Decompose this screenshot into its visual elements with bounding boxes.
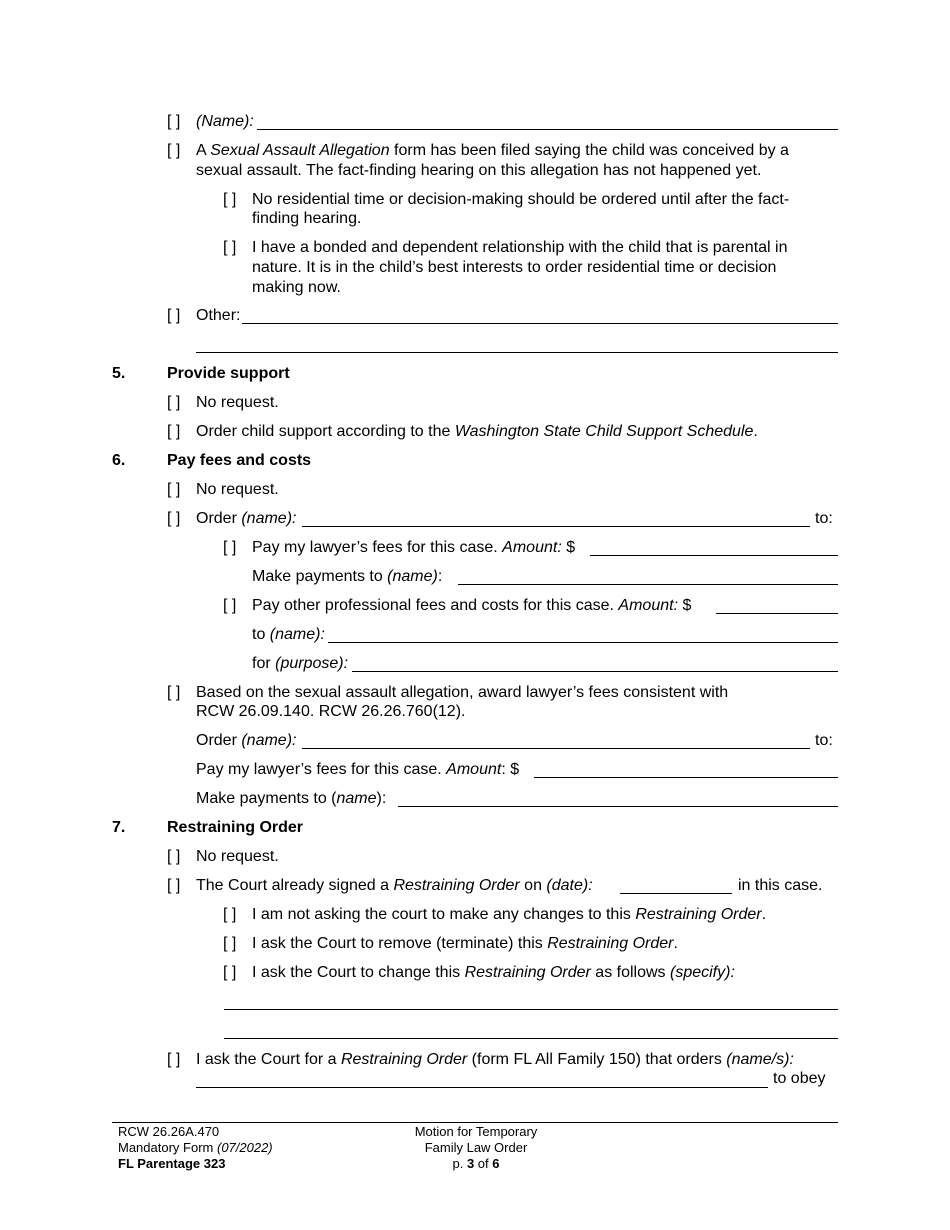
section-5-number: 5. xyxy=(112,365,126,382)
checkbox-s6-order[interactable]: [ ] xyxy=(167,510,181,527)
s6-order-name-field[interactable] xyxy=(302,526,810,527)
footer-rcw: RCW 26.26A.470 xyxy=(118,1124,220,1139)
s6-sa-fees-line-1: Based on the sexual assault allegation, award lawyer’s fees consistent with xyxy=(196,684,729,701)
checkbox-sexual-assault[interactable]: [ ] xyxy=(167,142,181,159)
s6-make2: Make payments to (name): xyxy=(196,790,387,807)
s7-names-field[interactable] xyxy=(196,1087,768,1088)
s6-other-to: to (name): xyxy=(252,626,325,643)
s6-no-request: No request. xyxy=(196,481,279,498)
name-field[interactable] xyxy=(257,129,838,130)
other-field-line-2[interactable] xyxy=(196,352,838,353)
s6-other-purpose: for (purpose): xyxy=(252,655,349,672)
checkbox-s6-lawyer-fees[interactable]: [ ] xyxy=(223,539,237,556)
s6-order-label: Order (name): xyxy=(196,510,297,527)
s6-sa-fees-line-2: RCW 26.09.140. RCW 26.26.760(12). xyxy=(196,703,466,720)
s7-ask-ro: I ask the Court for a Restraining Order (form FL All Family 150) that orders (name/s): xyxy=(196,1051,794,1068)
checkbox-s7-already-signed[interactable]: [ ] xyxy=(167,877,181,894)
checkbox-s5-child-support[interactable]: [ ] xyxy=(167,423,181,440)
s7-no-request: No request. xyxy=(196,848,279,865)
checkbox-name[interactable]: [ ] xyxy=(167,113,181,130)
no-residential-line-2: finding hearing. xyxy=(252,210,362,227)
checkbox-s7-no-request[interactable]: [ ] xyxy=(167,848,181,865)
s5-no-request: No request. xyxy=(196,394,279,411)
footer-form-id: FL Parentage 323 xyxy=(118,1156,226,1171)
s5-child-support: Order child support according to the Washington State Child Support Schedule. xyxy=(196,423,758,440)
footer-title-2: Family Law Order xyxy=(424,1140,528,1155)
s6-make-payments: Make payments to (name): xyxy=(252,568,443,585)
s6-purpose-field[interactable] xyxy=(352,671,838,672)
checkbox-other[interactable]: [ ] xyxy=(167,307,181,324)
s6-lawyer-fees: Pay my lawyer’s fees for this case. Amount: $ xyxy=(252,539,576,556)
s6-pay-lawyer2-amount-field[interactable] xyxy=(534,777,838,778)
s6-make-payments-field[interactable] xyxy=(458,584,838,585)
s6-order2-name-field[interactable] xyxy=(302,748,810,749)
bonded-line-3: making now. xyxy=(252,279,341,296)
checkbox-s7-remove[interactable]: [ ] xyxy=(223,935,237,952)
s7-already-signed: The Court already signed a Restraining Order on (date): xyxy=(196,877,593,894)
s7-specify-field-line-1[interactable] xyxy=(224,1009,838,1010)
s6-order-to: to: xyxy=(815,510,833,527)
s7-date-field[interactable] xyxy=(620,893,732,894)
section-6-title: Pay fees and costs xyxy=(167,452,312,469)
sexual-assault-line-1: A Sexual Assault Allegation form has been filed saying the child was conceived by a xyxy=(196,142,789,159)
footer-page-number: p. 3 of 6 xyxy=(452,1156,500,1171)
name-label: (Name): xyxy=(196,113,254,130)
s6-order2-to: to: xyxy=(815,732,833,749)
s6-other-prof-amount-field[interactable] xyxy=(716,613,838,614)
s6-order2-label: Order (name): xyxy=(196,732,297,749)
s7-specify-field-line-2[interactable] xyxy=(224,1038,838,1039)
checkbox-bonded[interactable]: [ ] xyxy=(223,239,237,256)
section-5-title: Provide support xyxy=(167,365,290,382)
no-residential-line-1: No residential time or decision-making should be ordered until after the fact- xyxy=(252,191,790,208)
checkbox-s7-ask-ro[interactable]: [ ] xyxy=(167,1051,181,1068)
s6-lawyer-amount-field[interactable] xyxy=(590,555,838,556)
s7-no-change: I am not asking the court to make any changes to this Restraining Order. xyxy=(252,906,767,923)
s6-make2-field[interactable] xyxy=(398,806,838,807)
checkbox-no-residential[interactable]: [ ] xyxy=(223,191,237,208)
checkbox-s6-sa-fees[interactable]: [ ] xyxy=(167,684,181,701)
other-field-line-1[interactable] xyxy=(242,323,838,324)
checkbox-s6-no-request[interactable]: [ ] xyxy=(167,481,181,498)
s6-other-prof: Pay other professional fees and costs for this case. Amount: $ xyxy=(252,597,692,614)
section-7-title: Restraining Order xyxy=(167,819,304,836)
s6-other-to-field[interactable] xyxy=(328,642,838,643)
sexual-assault-line-2: sexual assault. The fact-finding hearing on this allegation has not happened yet. xyxy=(196,162,762,179)
s6-pay-lawyer2: Pay my lawyer’s fees for this case. Amount: $ xyxy=(196,761,520,778)
checkbox-s7-change[interactable]: [ ] xyxy=(223,964,237,981)
checkbox-s6-other-prof[interactable]: [ ] xyxy=(223,597,237,614)
s7-in-this-case: in this case. xyxy=(738,877,823,894)
s7-change: I ask the Court to change this Restraining Order as follows (specify): xyxy=(252,964,735,981)
footer-divider xyxy=(112,1122,838,1123)
footer-mandatory: Mandatory Form (07/2022) xyxy=(118,1140,273,1155)
footer-title-1: Motion for Temporary xyxy=(414,1124,538,1139)
section-6-number: 6. xyxy=(112,452,126,469)
s7-to-obey: to obey xyxy=(773,1070,826,1087)
section-7-number: 7. xyxy=(112,819,126,836)
bonded-line-2: nature. It is in the child’s best interests to order residential time or decision xyxy=(252,259,777,276)
other-label: Other: xyxy=(196,307,241,324)
s7-remove: I ask the Court to remove (terminate) this Restraining Order. xyxy=(252,935,678,952)
checkbox-s5-no-request[interactable]: [ ] xyxy=(167,394,181,411)
checkbox-s7-no-change[interactable]: [ ] xyxy=(223,906,237,923)
bonded-line-1: I have a bonded and dependent relationship with the child that is parental in xyxy=(252,239,788,256)
